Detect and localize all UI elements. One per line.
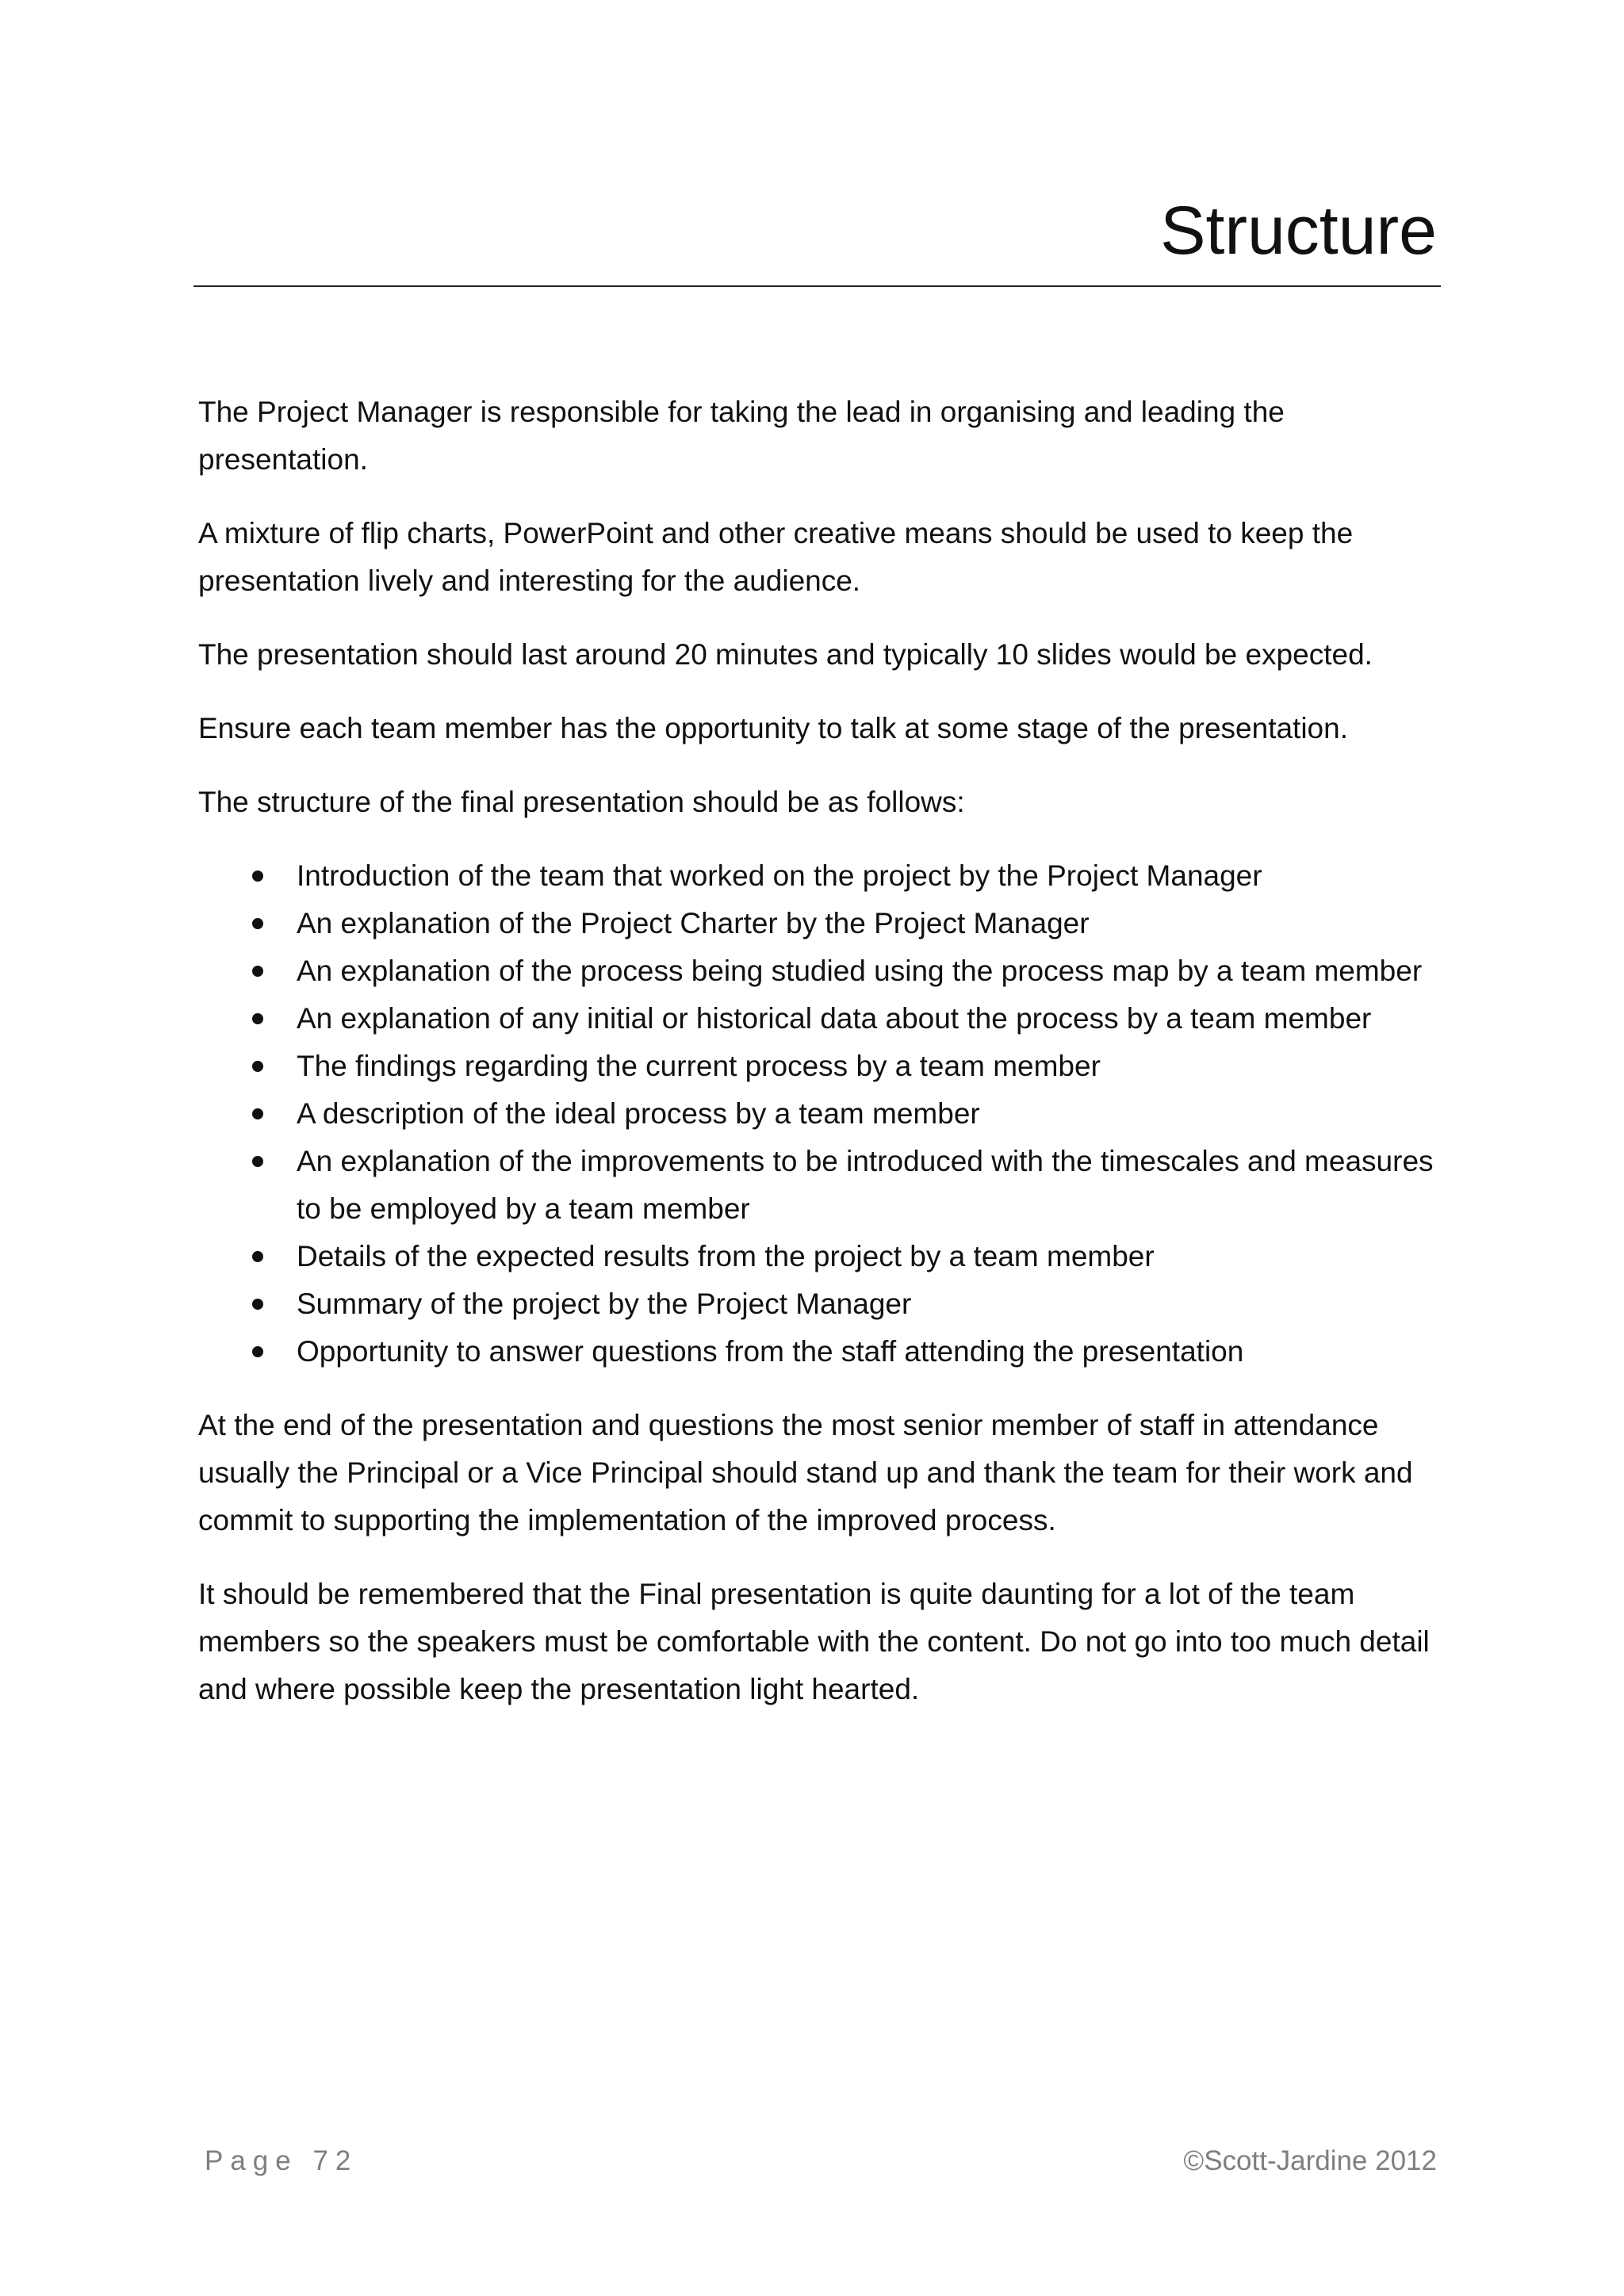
paragraph: The Project Manager is responsible for taking the lead in organising and leading the presentation. bbox=[198, 396, 1285, 476]
bullet-icon bbox=[252, 1013, 263, 1024]
paragraph: At the end of the presentation and questions the most senior member of staff in attendance usually the Principal or a Vice Principal should stand up and thank the team for their work and commit to supporting the implementation of the improved process. bbox=[198, 1409, 1413, 1536]
list-item bbox=[198, 1043, 1447, 1090]
paragraph: A mixture of flip charts, PowerPoint and other creative means should be used to keep the presentation lively and interesting for the audience. bbox=[198, 517, 1354, 597]
list-item-text: The findings regarding the current process by a team member bbox=[297, 1050, 1101, 1082]
list-item bbox=[198, 1090, 1447, 1138]
list-item-text: Introduction of the team that worked on the project by the Project Manager bbox=[297, 859, 1262, 892]
list-item-text: An explanation of any initial or historical data about the process by a team member bbox=[297, 1002, 1372, 1035]
list-item bbox=[198, 1328, 1447, 1376]
list-item bbox=[198, 852, 1447, 900]
list-item-text: An explanation of the process being studied using the process map by a team member bbox=[297, 955, 1423, 987]
bullet-icon bbox=[252, 1108, 263, 1119]
bullet-icon bbox=[252, 966, 263, 977]
list-item bbox=[198, 947, 1447, 995]
bullet-icon bbox=[252, 918, 263, 929]
list-item bbox=[198, 900, 1447, 947]
list-item-text: A description of the ideal process by a team member bbox=[297, 1097, 980, 1130]
page-title: Structure bbox=[1160, 193, 1437, 269]
list-item bbox=[198, 1138, 1447, 1233]
copyright-notice: ©Scott-Jardine 2012 bbox=[1183, 2145, 1437, 2176]
page-content bbox=[198, 388, 1447, 1739]
bullet-icon bbox=[252, 1346, 263, 1357]
paragraph: The structure of the final presentation should be as follows: bbox=[198, 786, 965, 818]
list-item bbox=[198, 1233, 1447, 1280]
list-item-text: Details of the expected results from the project by a team member bbox=[297, 1240, 1155, 1272]
structure-list bbox=[198, 852, 1447, 1376]
list-item-text: Opportunity to answer questions from the staff attending the presentation bbox=[297, 1335, 1244, 1368]
paragraph: It should be remembered that the Final presentation is quite daunting for a lot of the team members so the speakers must be comfortable with the content. Do not go into too much detail and where possible keep the presentation light hearted. bbox=[198, 1578, 1430, 1705]
paragraph: The presentation should last around 20 minutes and typically 10 slides would be expected. bbox=[198, 638, 1373, 671]
bullet-icon bbox=[252, 1299, 263, 1310]
list-item-text: Summary of the project by the Project Manager bbox=[297, 1288, 912, 1320]
bullet-icon bbox=[252, 1156, 263, 1167]
bullet-icon bbox=[252, 1061, 263, 1072]
list-item bbox=[198, 995, 1447, 1043]
title-divider bbox=[193, 285, 1441, 287]
list-item bbox=[198, 1280, 1447, 1328]
list-item-text: An explanation of the improvements to be introduced with the timescales and measures to be employed by a team member bbox=[297, 1145, 1434, 1225]
bullet-icon bbox=[252, 871, 263, 882]
page-number: Page 72 bbox=[205, 2145, 358, 2176]
paragraph: Ensure each team member has the opportunity to talk at some stage of the presentation. bbox=[198, 712, 1348, 744]
list-item-text: An explanation of the Project Charter by the Project Manager bbox=[297, 907, 1090, 939]
bullet-icon bbox=[252, 1251, 263, 1262]
